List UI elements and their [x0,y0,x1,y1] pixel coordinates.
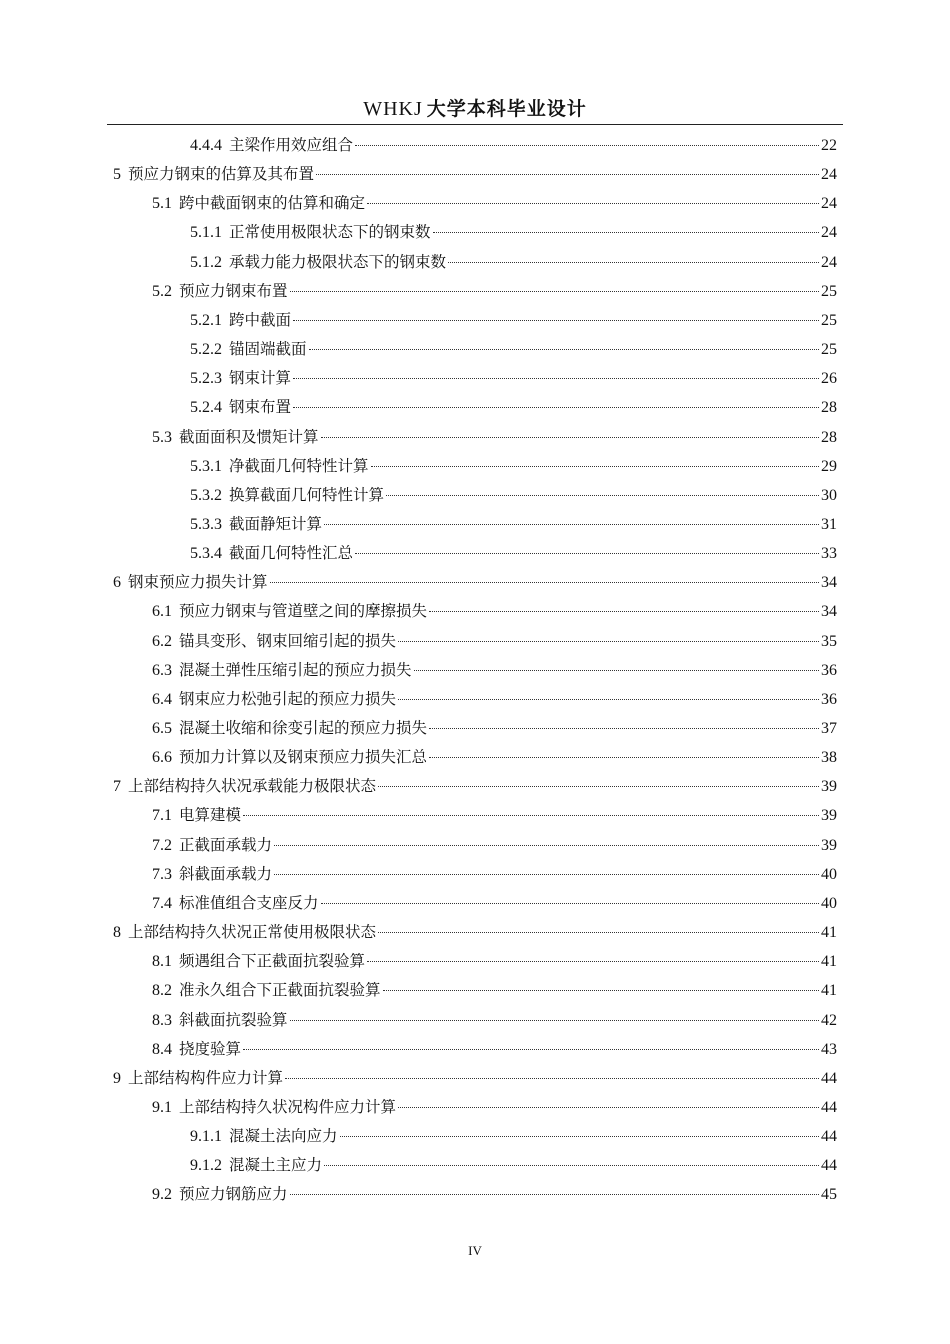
toc-entry-title: 承载力能力极限状态下的钢束数 [229,252,447,271]
dot-leader [367,961,819,962]
toc-entry-number: 6.4 [152,690,172,708]
toc-entry[interactable] [190,1154,837,1176]
toc-entry-title: 换算截面几何特性计算 [229,485,385,504]
toc-entry-title: 上部结构持久状况正常使用极限状态 [128,923,377,942]
toc-entry-page: 29 [821,457,837,475]
toc-entry-number: 6 [113,574,121,592]
toc-entry-page: 44 [821,1069,837,1087]
toc-entry[interactable] [152,426,837,448]
toc-entry-page: 25 [821,341,837,359]
toc-entry[interactable] [190,134,837,156]
toc-entry-page: 24 [821,166,837,184]
toc-entry-number: 7.2 [152,836,172,854]
toc-entry-number: 6.6 [152,749,172,767]
toc-entry-number: 5.3.1 [190,457,222,475]
toc-entry[interactable] [190,221,837,243]
toc-entry-title: 正常使用极限状态下的钢束数 [229,223,431,242]
toc-entry-page: 33 [821,545,837,563]
toc-entry-page: 42 [821,1011,837,1029]
dot-leader [293,320,819,321]
toc-entry-page: 34 [821,574,837,592]
toc-entry-page: 35 [821,632,837,650]
toc-entry[interactable] [152,863,837,885]
toc-entry-page: 37 [821,720,837,737]
toc-entry-page: 39 [821,778,837,796]
toc-entry[interactable] [152,1038,837,1060]
toc-entry-title: 钢束计算 [229,369,292,388]
toc-entry-number: 9 [113,1069,121,1087]
toc-entry-page: 25 [821,311,837,329]
dot-leader [274,845,819,846]
dot-leader [367,203,819,204]
dot-leader [371,466,819,467]
dot-leader [243,1049,819,1050]
toc-entry-title: 混凝土收缩和徐变引起的预应力损失 [179,719,428,737]
dot-leader [293,378,819,379]
toc-entry-number: 9.2 [152,1186,172,1204]
toc-entry-page: 41 [821,953,837,971]
toc-entry-title: 准永久组合下正截面抗裂验算 [179,981,381,1000]
toc-entry[interactable] [113,1067,837,1089]
toc-entry-number: 4.4.4 [190,137,222,154]
toc-entry-page: 22 [821,137,837,154]
dot-leader [398,1107,819,1108]
toc-entry[interactable] [152,192,837,214]
toc-entry[interactable] [152,746,837,768]
dot-leader [285,1078,819,1079]
toc-entry[interactable] [190,455,837,477]
toc-entry-title: 混凝土弹性压缩引起的预应力损失 [179,660,412,679]
toc-entry[interactable] [152,280,837,302]
toc-entry-number: 7.1 [152,807,172,825]
toc-entry-title: 锚具变形、钢束回缩引起的损失 [179,631,397,650]
toc-entry-title: 斜截面抗裂验算 [179,1010,288,1029]
toc-entry-page: 26 [821,370,837,388]
dot-leader [448,262,819,263]
dot-leader [378,786,819,787]
header-title: 大学本科毕业设计 [426,98,587,120]
dot-leader [433,232,819,233]
toc-entry-number: 7.4 [152,894,172,912]
toc-entry-title: 上部结构构件应力计算 [128,1068,284,1087]
toc-entry[interactable] [113,775,837,797]
toc-entry[interactable] [152,1183,837,1205]
toc-entry-title: 正截面承载力 [179,835,273,854]
toc-entry-number: 6.2 [152,632,172,650]
toc-entry-page: 43 [821,1040,837,1058]
toc-entry-number: 8.3 [152,1011,172,1029]
dot-leader [321,437,819,438]
dot-leader [324,1165,819,1166]
toc-entry-number: 7 [113,778,121,796]
toc-entry[interactable] [152,834,837,856]
toc-entry[interactable] [190,338,837,360]
dot-leader [293,407,819,408]
toc-entry-title: 混凝土主应力 [229,1156,323,1175]
toc-entry[interactable] [152,950,837,972]
dot-leader [270,582,819,583]
dot-leader [355,553,819,554]
toc-entry-page: 41 [821,924,837,942]
toc-entry[interactable] [152,688,837,710]
toc-entry-page: 34 [821,603,837,621]
header-code: WHKJ [363,98,423,120]
toc-entry-number: 6.5 [152,720,172,737]
dot-leader [321,903,819,904]
toc-entry-number: 6.3 [152,661,172,679]
dot-leader [386,495,819,496]
toc-entry[interactable] [152,892,837,914]
toc-entry-number: 5 [113,166,121,184]
toc-entry-number: 8.4 [152,1040,172,1058]
toc-entry-title: 预应力钢筋应力 [179,1185,288,1204]
toc-entry-title: 预应力钢束布置 [179,281,288,300]
toc-entry-page: 36 [821,661,837,679]
toc-entry-title: 斜截面承载力 [179,864,273,883]
toc-entry-page: 31 [821,515,837,533]
toc-entry[interactable] [190,367,837,389]
dot-leader [398,699,819,700]
toc-entry[interactable] [152,979,837,1001]
toc-entry-title: 跨中截面 [229,310,292,329]
toc-entry-page: 24 [821,224,837,242]
toc-entry-page: 28 [821,428,837,446]
toc-entry[interactable] [190,1125,837,1147]
toc-entry[interactable] [152,630,837,652]
toc-entry-page: 45 [821,1186,837,1204]
toc-entry-number: 5.2.2 [190,341,222,359]
dot-leader [290,291,819,292]
toc-entry-title: 标准值组合支座反力 [179,893,319,912]
toc-entry-page: 40 [821,894,837,912]
toc-entry-title: 跨中截面钢束的估算和确定 [179,194,366,213]
dot-leader [290,1194,819,1195]
toc-entry-title: 频遇组合下正截面抗裂验算 [179,952,366,971]
toc-entry-title: 预应力钢束与管道壁之间的摩擦损失 [179,602,428,621]
toc-entry-page: 24 [821,253,837,271]
toc-entry[interactable] [113,921,837,943]
toc-entry-number: 5.2.4 [190,399,222,417]
dot-leader [316,174,819,175]
toc-entry[interactable] [113,163,837,185]
dot-leader [414,670,819,671]
toc-entry-page: 30 [821,486,837,504]
toc-entry-title: 上部结构持久状况构件应力计算 [179,1097,397,1116]
toc-entry-title: 预应力钢束的估算及其布置 [128,165,315,184]
toc-entry-title: 挠度验算 [179,1039,242,1058]
toc-entry-title: 钢束布置 [229,398,292,417]
toc-entry-number: 5.1 [152,195,172,213]
toc-entry[interactable] [190,513,837,535]
toc-entry-title: 截面面积及惯矩计算 [179,427,319,446]
toc-entry-number: 8 [113,924,121,942]
toc-entry-number: 5.2.3 [190,370,222,388]
dot-leader [324,524,819,525]
toc-entry-title: 混凝土法向应力 [229,1127,338,1146]
toc-entry-number: 8.2 [152,982,172,1000]
dot-leader [355,145,819,146]
toc-entry-page: 44 [821,1128,837,1146]
toc-entry[interactable] [152,600,837,622]
toc-entry[interactable] [113,571,837,593]
dot-leader [340,1136,819,1137]
toc-entry-page: 25 [821,282,837,300]
toc-entry-number: 9.1.1 [190,1128,222,1146]
toc-entry-number: 5.3.3 [190,515,222,533]
dot-leader [383,990,819,991]
toc-entry-page: 41 [821,982,837,1000]
toc-entry[interactable] [152,1009,837,1031]
dot-leader [429,728,819,729]
dot-leader [378,932,819,933]
toc-entry[interactable] [152,1096,837,1118]
toc-entry-number: 9.1.2 [190,1157,222,1175]
toc-entry-page: 36 [821,690,837,708]
toc-entry[interactable] [152,804,837,826]
toc-entry-page: 44 [821,1157,837,1175]
toc-entry-number: 5.3.4 [190,545,222,563]
dot-leader [309,349,819,350]
page-header [107,96,843,125]
toc-entry-page: 44 [821,1098,837,1116]
dot-leader [290,1020,819,1021]
toc-entry-title: 净截面几何特性计算 [229,456,369,475]
toc-entry-title: 预加力计算以及钢束预应力损失汇总 [179,748,428,767]
toc-entry-page: 24 [821,195,837,213]
toc-entry-title: 主梁作用效应组合 [229,136,354,154]
toc-entry-page: 28 [821,399,837,417]
toc-entry-title: 钢束应力松弛引起的预应力损失 [179,689,397,708]
toc-entry-title: 锚固端截面 [229,340,307,359]
toc-entry-title: 钢束预应力损失计算 [128,573,268,592]
toc-entry-title: 截面几何特性汇总 [229,544,354,563]
toc-entry-number: 7.3 [152,865,172,883]
toc-entry-page: 39 [821,807,837,825]
toc-entry-number: 5.2 [152,282,172,300]
toc-entry[interactable] [190,251,837,273]
toc-entry-title: 截面静矩计算 [229,514,323,533]
toc-entry-number: 5.3 [152,428,172,446]
toc-entry[interactable] [190,484,837,506]
page-number: IV [468,1243,482,1258]
toc-entry-page: 40 [821,865,837,883]
toc-entry-page: 39 [821,836,837,854]
dot-leader [398,641,819,642]
toc-entry-number: 5.2.1 [190,311,222,329]
toc-entry[interactable] [190,309,837,331]
toc-entry-title: 电算建模 [179,806,242,825]
toc-entry[interactable] [152,659,837,681]
toc-entry-number: 5.1.2 [190,253,222,271]
toc-entry-number: 9.1 [152,1098,172,1116]
dot-leader [243,815,819,816]
dot-leader [429,611,819,612]
toc-entry-page: 38 [821,749,837,767]
toc-entry[interactable] [190,396,837,418]
toc-entry-number: 5.1.1 [190,224,222,242]
dot-leader [429,757,819,758]
toc-entry-title: 上部结构持久状况承载能力极限状态 [128,777,377,796]
toc-entry-number: 8.1 [152,953,172,971]
dot-leader [274,874,819,875]
toc-entry[interactable] [190,542,837,564]
toc-entry[interactable] [152,717,837,739]
toc-entry-number: 6.1 [152,603,172,621]
toc-entry-number: 5.3.2 [190,486,222,504]
